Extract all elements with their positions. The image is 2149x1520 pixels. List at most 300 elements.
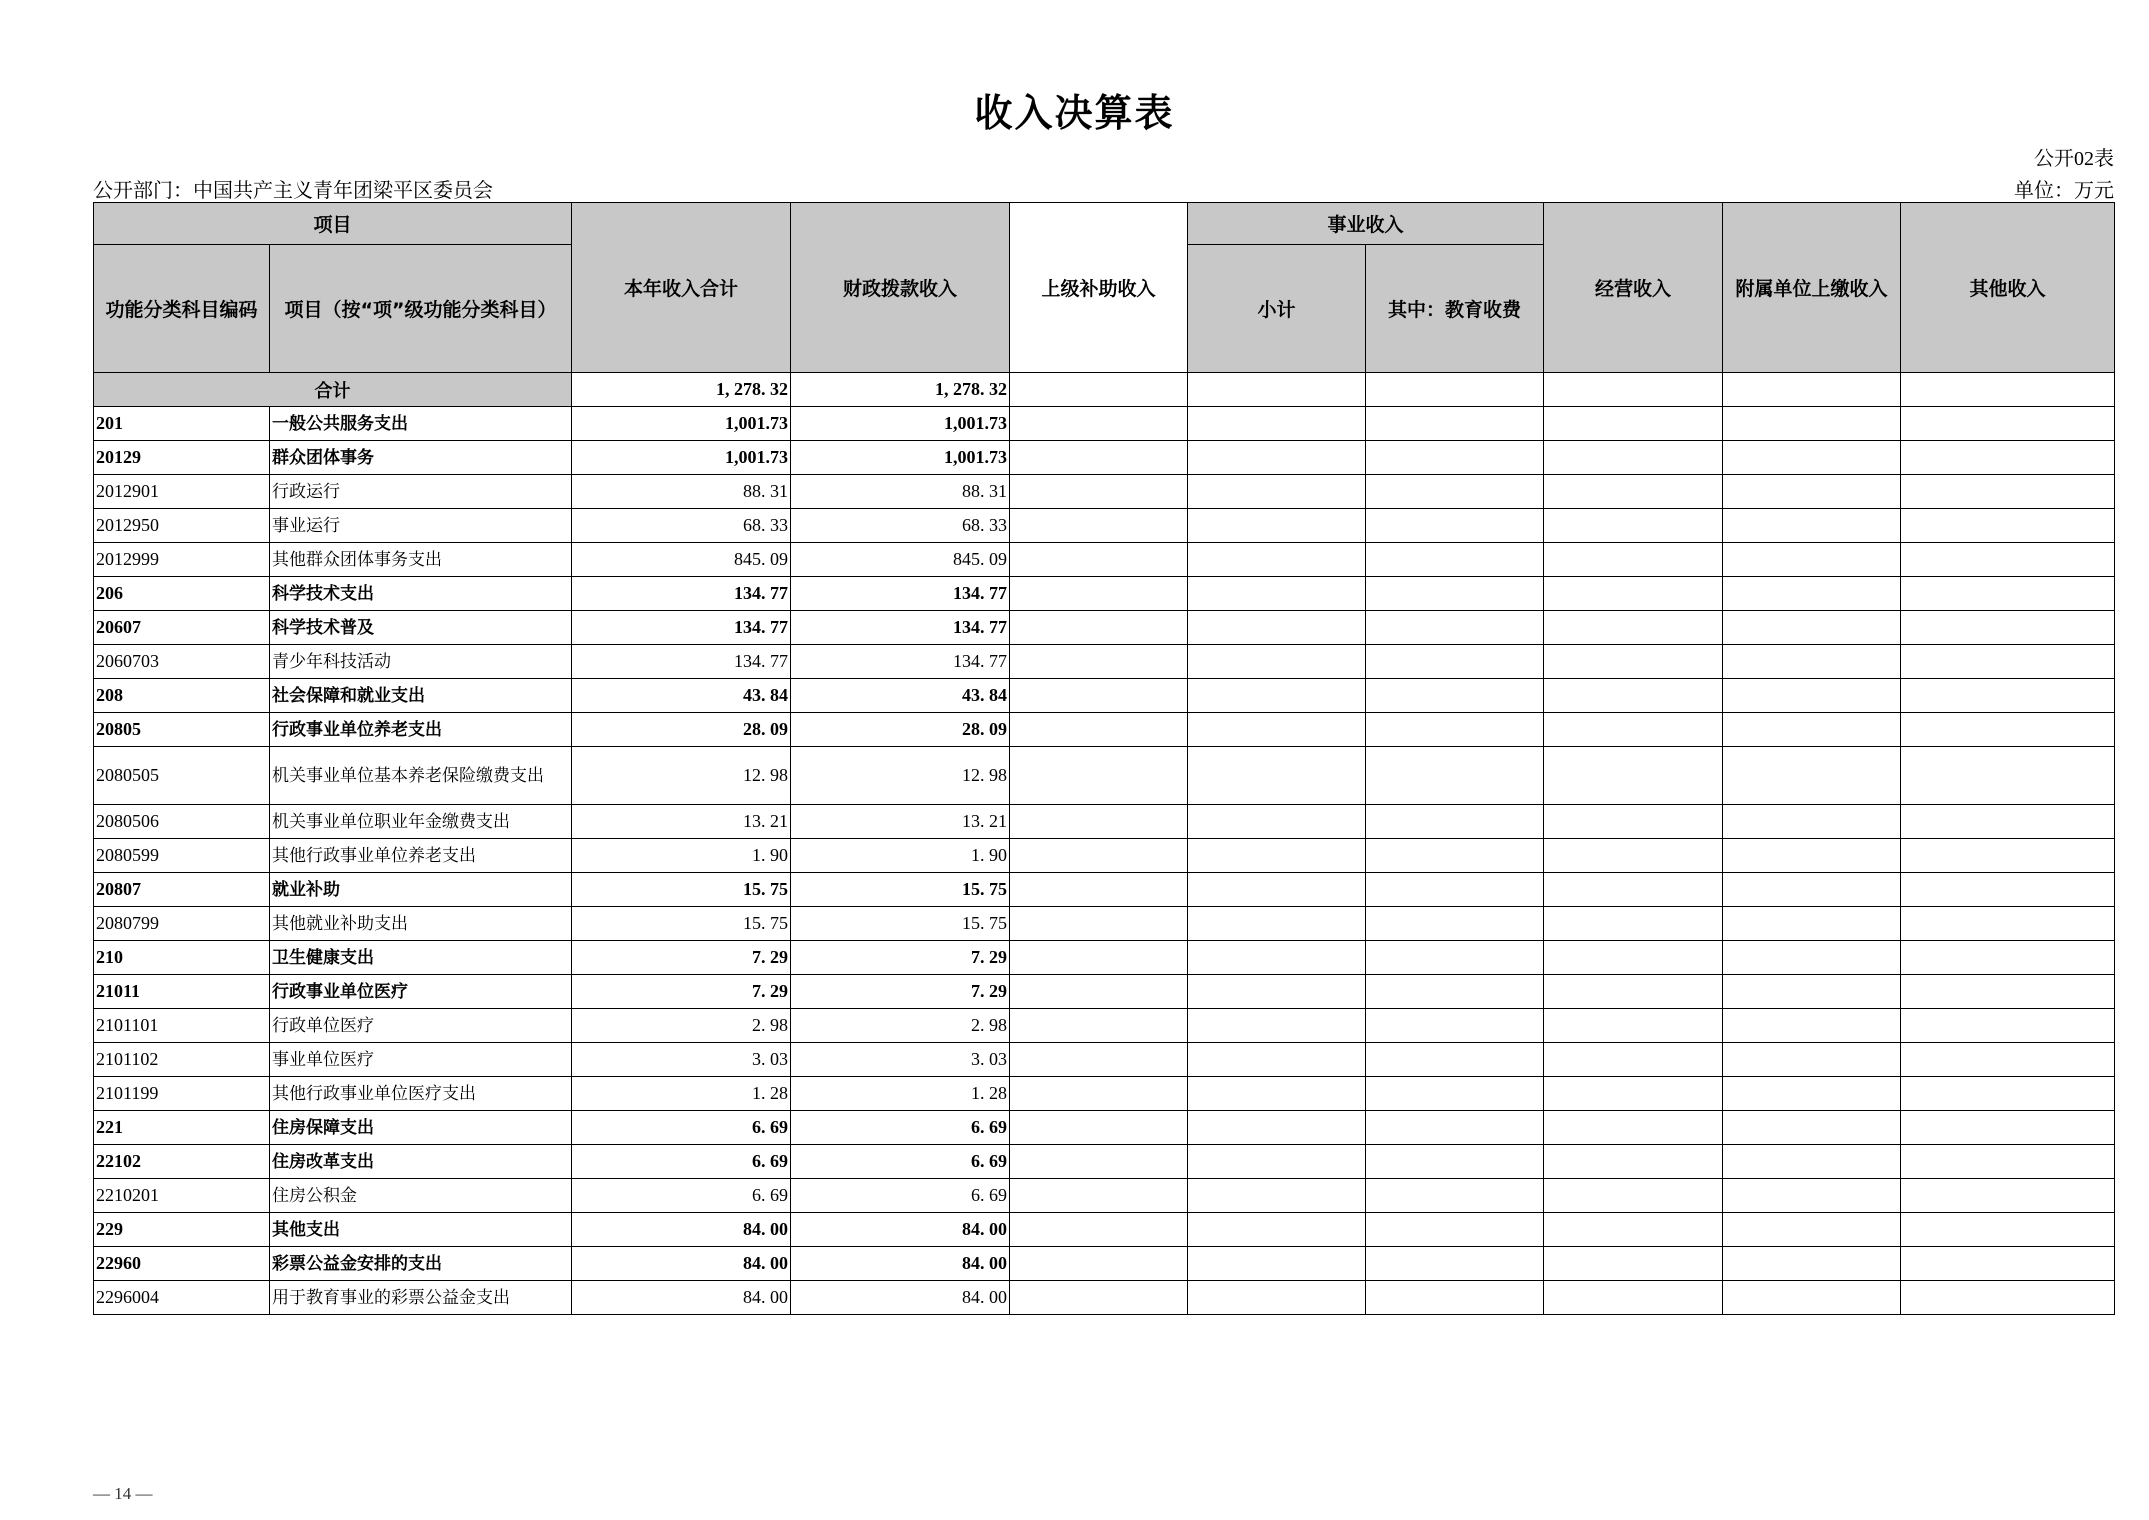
empty-cell: [1544, 1281, 1723, 1315]
table-row: [94, 1281, 2115, 1315]
row-total: 1,001.73: [572, 441, 791, 475]
empty-cell: [1188, 611, 1366, 645]
row-total: 15. 75: [572, 873, 791, 907]
empty-cell: [1366, 1077, 1544, 1111]
empty-cell: [1010, 1213, 1188, 1247]
empty-cell: [1723, 475, 1901, 509]
row-code: 2080505: [94, 747, 270, 805]
empty-cell: [1366, 441, 1544, 475]
empty-cell: [1723, 839, 1901, 873]
row-code: 210: [94, 941, 270, 975]
empty-cell: [1901, 679, 2115, 713]
table-row: [94, 1145, 2115, 1179]
empty-cell: [1723, 1247, 1901, 1281]
empty-cell: [1544, 1043, 1723, 1077]
empty-cell: [1188, 1077, 1366, 1111]
empty-cell: [1901, 1145, 2115, 1179]
empty-cell: [1544, 941, 1723, 975]
department-label: 公开部门：中国共产主义青年团梁平区委员会: [93, 180, 493, 202]
empty-cell: [1901, 1009, 2115, 1043]
header-item-group: 项目: [94, 203, 572, 245]
row-total: 3. 03: [572, 1043, 791, 1077]
empty-cell: [1723, 975, 1901, 1009]
empty-cell: [1188, 441, 1366, 475]
empty-cell: [1544, 441, 1723, 475]
empty-cell: [1901, 747, 2115, 805]
empty-cell: [1366, 1179, 1544, 1213]
row-total: 15. 75: [572, 907, 791, 941]
empty-cell: [1544, 407, 1723, 441]
empty-cell: [1010, 1247, 1188, 1281]
row-code: 2060703: [94, 645, 270, 679]
row-total: 1. 28: [572, 1077, 791, 1111]
empty-cell: [1901, 645, 2115, 679]
row-name: 事业运行: [270, 509, 572, 543]
row-code: 20805: [94, 713, 270, 747]
empty-cell: [1901, 873, 2115, 907]
row-total: 134. 77: [572, 611, 791, 645]
empty-cell: [1366, 611, 1544, 645]
row-name: 群众团体事务: [270, 441, 572, 475]
empty-cell: [1544, 1247, 1723, 1281]
row-fiscal: 68. 33: [791, 509, 1010, 543]
row-fiscal: 845. 09: [791, 543, 1010, 577]
header-operating: 经营收入: [1544, 203, 1723, 373]
empty-cell: [1544, 645, 1723, 679]
empty-cell: [1366, 407, 1544, 441]
table-row: [94, 839, 2115, 873]
table-row: [94, 645, 2115, 679]
empty-cell: [1188, 679, 1366, 713]
empty-cell: [1188, 1213, 1366, 1247]
empty-cell: [1723, 577, 1901, 611]
empty-cell: [1901, 975, 2115, 1009]
table-row: [94, 475, 2115, 509]
header-other: 其他收入: [1901, 203, 2115, 373]
empty-cell: [1544, 543, 1723, 577]
row-name: 一般公共服务支出: [270, 407, 572, 441]
table-row: [94, 805, 2115, 839]
table-row: [94, 1213, 2115, 1247]
empty-cell: [1901, 509, 2115, 543]
empty-cell: [1723, 611, 1901, 645]
empty-cell: [1010, 1145, 1188, 1179]
page-number: — 14 —: [93, 1484, 153, 1503]
page-title: 收入决算表: [974, 91, 1175, 135]
empty-cell: [1366, 747, 1544, 805]
row-fiscal: 134. 77: [791, 577, 1010, 611]
empty-cell: [1366, 1145, 1544, 1179]
empty-cell: [1188, 1043, 1366, 1077]
row-code: 2101102: [94, 1043, 270, 1077]
row-fiscal: 6. 69: [791, 1111, 1010, 1145]
empty-cell: [1188, 975, 1366, 1009]
row-total: 84. 00: [572, 1281, 791, 1315]
empty-cell: [1544, 475, 1723, 509]
row-fiscal: 15. 75: [791, 907, 1010, 941]
empty-cell: [1188, 577, 1366, 611]
empty-cell: [1188, 1145, 1366, 1179]
empty-cell: [1010, 543, 1188, 577]
empty-cell: [1188, 873, 1366, 907]
row-name: 其他就业补助支出: [270, 907, 572, 941]
row-name: 就业补助: [270, 873, 572, 907]
row-name: 卫生健康支出: [270, 941, 572, 975]
empty-cell: [1366, 475, 1544, 509]
empty-cell: [1723, 713, 1901, 747]
empty-cell: [1366, 941, 1544, 975]
row-code: 2210201: [94, 1179, 270, 1213]
row-fiscal: 7. 29: [791, 975, 1010, 1009]
empty-cell: [1010, 1281, 1188, 1315]
row-total: 1. 90: [572, 839, 791, 873]
empty-cell: [1901, 1111, 2115, 1145]
header-code: 功能分类科目编码: [94, 245, 270, 373]
empty-cell: [1188, 1247, 1366, 1281]
row-name: 用于教育事业的彩票公益金支出: [270, 1281, 572, 1315]
empty-cell: [1366, 839, 1544, 873]
row-total: 134. 77: [572, 645, 791, 679]
row-name: 行政运行: [270, 475, 572, 509]
empty-cell: [1010, 407, 1188, 441]
header-affiliated: 附属单位上缴收入: [1723, 203, 1901, 373]
table-row: [94, 1009, 2115, 1043]
row-fiscal: 15. 75: [791, 873, 1010, 907]
row-code: 2101199: [94, 1077, 270, 1111]
empty-cell: [1366, 1043, 1544, 1077]
row-code: 22102: [94, 1145, 270, 1179]
empty-cell: [1723, 747, 1901, 805]
empty-cell: [1366, 873, 1544, 907]
table-row: [94, 1077, 2115, 1111]
empty-cell: [1544, 975, 1723, 1009]
row-code: 206: [94, 577, 270, 611]
row-fiscal: 134. 77: [791, 611, 1010, 645]
row-total: 7. 29: [572, 941, 791, 975]
table-row: [94, 611, 2115, 645]
table-row: [94, 679, 2115, 713]
empty-cell: [1188, 907, 1366, 941]
empty-cell: [1723, 1213, 1901, 1247]
empty-cell: [1901, 1247, 2115, 1281]
row-name: 机关事业单位基本养老保险缴费支出: [270, 747, 572, 805]
empty-cell: [1544, 1111, 1723, 1145]
empty-cell: [1544, 839, 1723, 873]
total-label: 合计: [94, 373, 572, 407]
table-row: [94, 975, 2115, 1009]
empty-cell: [1366, 907, 1544, 941]
row-fiscal: 84. 00: [791, 1213, 1010, 1247]
empty-cell: [1901, 1213, 2115, 1247]
empty-cell: [1544, 805, 1723, 839]
row-code: 2296004: [94, 1281, 270, 1315]
row-code: 2012901: [94, 475, 270, 509]
empty-cell: [1188, 543, 1366, 577]
empty-cell: [1723, 907, 1901, 941]
row-name: 行政单位医疗: [270, 1009, 572, 1043]
table-row: [94, 713, 2115, 747]
row-name: 彩票公益金安排的支出: [270, 1247, 572, 1281]
header-item: 项目（按“项”级功能分类科目）: [270, 245, 572, 373]
row-fiscal: 1. 90: [791, 839, 1010, 873]
empty-cell: [1723, 645, 1901, 679]
empty-cell: [1723, 1077, 1901, 1111]
table-row: [94, 941, 2115, 975]
empty-cell: [1010, 1179, 1188, 1213]
empty-cell: [1723, 509, 1901, 543]
row-fiscal: 1,001.73: [791, 407, 1010, 441]
empty-cell: [1901, 1043, 2115, 1077]
empty-cell: [1188, 509, 1366, 543]
empty-cell: [1544, 873, 1723, 907]
empty-cell: [1901, 1179, 2115, 1213]
row-name: 住房保障支出: [270, 1111, 572, 1145]
empty-cell: [1010, 679, 1188, 713]
row-name: 科学技术普及: [270, 611, 572, 645]
table-row: [94, 1179, 2115, 1213]
row-total: 12. 98: [572, 747, 791, 805]
empty-cell: [1366, 543, 1544, 577]
empty-cell: [1901, 713, 2115, 747]
empty-cell: [1544, 509, 1723, 543]
table-row: [94, 543, 2115, 577]
empty-cell: [1366, 1247, 1544, 1281]
empty-cell: [1188, 941, 1366, 975]
row-fiscal: 134. 77: [791, 645, 1010, 679]
row-name: 其他行政事业单位养老支出: [270, 839, 572, 873]
row-total: 88. 31: [572, 475, 791, 509]
row-total: 28. 09: [572, 713, 791, 747]
header-superior: 上级补助收入: [1010, 203, 1188, 373]
empty-cell: [1188, 1281, 1366, 1315]
empty-cell: [1366, 509, 1544, 543]
table-row: [94, 407, 2115, 441]
empty-cell: [1723, 543, 1901, 577]
empty-cell: [1366, 645, 1544, 679]
row-name: 行政事业单位养老支出: [270, 713, 572, 747]
row-fiscal: 1. 28: [791, 1077, 1010, 1111]
empty-cell: [1544, 577, 1723, 611]
row-fiscal: 43. 84: [791, 679, 1010, 713]
row-total: 7. 29: [572, 975, 791, 1009]
empty-cell: [1901, 839, 2115, 873]
empty-cell: [1544, 1077, 1723, 1111]
row-name: 事业单位医疗: [270, 1043, 572, 1077]
row-fiscal: 12. 98: [791, 747, 1010, 805]
total-row: [94, 373, 2115, 407]
row-code: 2080599: [94, 839, 270, 873]
empty-cell: [1010, 941, 1188, 975]
row-name: 住房改革支出: [270, 1145, 572, 1179]
empty-cell: [1544, 1213, 1723, 1247]
empty-cell: [1901, 577, 2115, 611]
row-name: 其他群众团体事务支出: [270, 543, 572, 577]
empty-cell: [1901, 941, 2115, 975]
empty-cell: [1010, 509, 1188, 543]
form-number: 公开02表: [2034, 148, 2114, 170]
empty-cell: [1723, 1281, 1901, 1315]
empty-cell: [1010, 907, 1188, 941]
empty-cell: [1366, 679, 1544, 713]
empty-cell: [1366, 1009, 1544, 1043]
empty-cell: [1010, 713, 1188, 747]
empty-cell: [1188, 747, 1366, 805]
empty-cell: [1010, 611, 1188, 645]
empty-cell: [1366, 1281, 1544, 1315]
empty-cell: [1544, 679, 1723, 713]
row-code: 208: [94, 679, 270, 713]
row-name: 住房公积金: [270, 1179, 572, 1213]
empty-cell: [1010, 441, 1188, 475]
empty-cell: [1544, 713, 1723, 747]
row-fiscal: 6. 69: [791, 1179, 1010, 1213]
empty-cell: [1188, 645, 1366, 679]
empty-cell: [1366, 713, 1544, 747]
row-name: 机关事业单位职业年金缴费支出: [270, 805, 572, 839]
empty-cell: [1901, 611, 2115, 645]
empty-cell: [1010, 747, 1188, 805]
row-code: 2101101: [94, 1009, 270, 1043]
empty-cell: [1366, 805, 1544, 839]
empty-cell: [1188, 475, 1366, 509]
table-row: [94, 1111, 2115, 1145]
empty-cell: [1544, 1009, 1723, 1043]
table-row: [94, 1247, 2115, 1281]
row-fiscal: 84. 00: [791, 1247, 1010, 1281]
empty-cell: [1723, 805, 1901, 839]
row-code: 2080506: [94, 805, 270, 839]
row-fiscal: 7. 29: [791, 941, 1010, 975]
empty-cell: [1901, 407, 2115, 441]
row-total: 6. 69: [572, 1111, 791, 1145]
empty-cell: [1010, 839, 1188, 873]
empty-cell: [1010, 1111, 1188, 1145]
header-total: 本年收入合计: [572, 203, 791, 373]
row-name: 社会保障和就业支出: [270, 679, 572, 713]
empty-cell: [1901, 441, 2115, 475]
row-total: 68. 33: [572, 509, 791, 543]
header-education: 其中：教育收费: [1366, 245, 1544, 373]
row-code: 2012999: [94, 543, 270, 577]
table-row: [94, 907, 2115, 941]
row-code: 2080799: [94, 907, 270, 941]
row-name: 其他支出: [270, 1213, 572, 1247]
empty-cell: [1188, 1179, 1366, 1213]
empty-cell: [1544, 611, 1723, 645]
empty-cell: [1723, 441, 1901, 475]
row-total: 845. 09: [572, 543, 791, 577]
row-fiscal: 6. 69: [791, 1145, 1010, 1179]
row-fiscal: 1,001.73: [791, 441, 1010, 475]
row-total: 134. 77: [572, 577, 791, 611]
row-name: 科学技术支出: [270, 577, 572, 611]
row-code: 20129: [94, 441, 270, 475]
row-code: 2012950: [94, 509, 270, 543]
row-name: 其他行政事业单位医疗支出: [270, 1077, 572, 1111]
unit-label: 单位：万元: [2014, 180, 2114, 202]
income-table: [93, 202, 2115, 1315]
empty-cell: [1010, 475, 1188, 509]
empty-cell: [1010, 805, 1188, 839]
empty-cell: [1901, 907, 2115, 941]
empty-cell: [1544, 1145, 1723, 1179]
empty-cell: [1366, 1111, 1544, 1145]
empty-cell: [1901, 1077, 2115, 1111]
row-fiscal: 88. 31: [791, 475, 1010, 509]
empty-cell: [1723, 873, 1901, 907]
empty-cell: [1723, 1111, 1901, 1145]
row-code: 20607: [94, 611, 270, 645]
empty-cell: [1723, 1043, 1901, 1077]
row-code: 201: [94, 407, 270, 441]
table-row: [94, 509, 2115, 543]
row-total: 43. 84: [572, 679, 791, 713]
row-total: 84. 00: [572, 1247, 791, 1281]
empty-cell: [1010, 645, 1188, 679]
row-total: 84. 00: [572, 1213, 791, 1247]
header-business-group: 事业收入: [1188, 203, 1544, 245]
row-name: 青少年科技活动: [270, 645, 572, 679]
empty-cell: [1723, 407, 1901, 441]
empty-cell: [1010, 1043, 1188, 1077]
empty-cell: [1188, 407, 1366, 441]
empty-cell: [1188, 839, 1366, 873]
total-sum: 1, 278. 32: [572, 373, 791, 407]
empty-cell: [1188, 805, 1366, 839]
empty-cell: [1901, 1281, 2115, 1315]
empty-cell: [1188, 713, 1366, 747]
empty-cell: [1723, 1009, 1901, 1043]
empty-cell: [1010, 577, 1188, 611]
row-total: 6. 69: [572, 1145, 791, 1179]
empty-cell: [1544, 1179, 1723, 1213]
empty-cell: [1901, 543, 2115, 577]
empty-cell: [1010, 1077, 1188, 1111]
header-fiscal: 财政拨款收入: [791, 203, 1010, 373]
empty-cell: [1544, 747, 1723, 805]
empty-cell: [1723, 1179, 1901, 1213]
row-fiscal: 28. 09: [791, 713, 1010, 747]
row-code: 221: [94, 1111, 270, 1145]
row-name: 行政事业单位医疗: [270, 975, 572, 1009]
row-total: 6. 69: [572, 1179, 791, 1213]
empty-cell: [1366, 577, 1544, 611]
table-row: [94, 577, 2115, 611]
empty-cell: [1723, 1145, 1901, 1179]
empty-cell: [1010, 873, 1188, 907]
total-fiscal: 1, 278. 32: [791, 373, 1010, 407]
row-code: 20807: [94, 873, 270, 907]
empty-cell: [1010, 1009, 1188, 1043]
empty-cell: [1010, 975, 1188, 1009]
table-row: [94, 747, 2115, 805]
row-code: 22960: [94, 1247, 270, 1281]
table-row: [94, 873, 2115, 907]
empty-cell: [1366, 1213, 1544, 1247]
empty-cell: [1723, 941, 1901, 975]
empty-cell: [1188, 1009, 1366, 1043]
row-fiscal: 2. 98: [791, 1009, 1010, 1043]
row-total: 13. 21: [572, 805, 791, 839]
row-code: 21011: [94, 975, 270, 1009]
empty-cell: [1366, 975, 1544, 1009]
row-total: 1,001.73: [572, 407, 791, 441]
row-fiscal: 13. 21: [791, 805, 1010, 839]
empty-cell: [1188, 1111, 1366, 1145]
header-subtotal: 小计: [1188, 245, 1366, 373]
row-total: 2. 98: [572, 1009, 791, 1043]
empty-cell: [1901, 475, 2115, 509]
